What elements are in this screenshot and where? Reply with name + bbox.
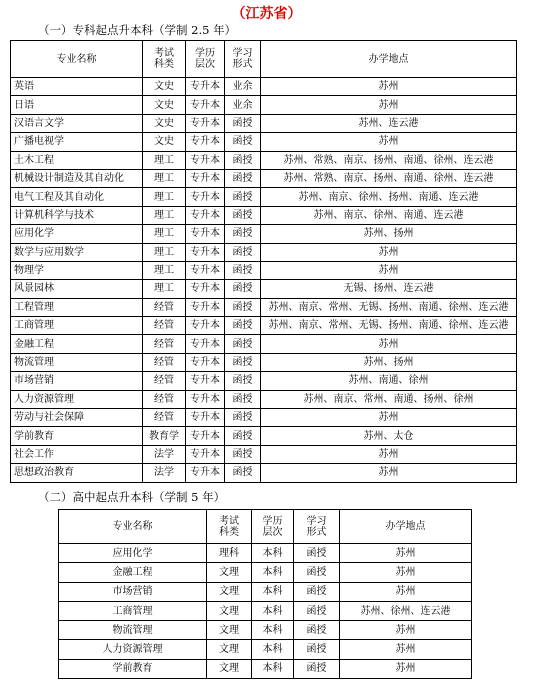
education-level-cell: 本科 (252, 544, 294, 563)
location-cell: 苏州、南通、徐州 (261, 372, 517, 390)
exam-category-cell: 文理 (207, 621, 252, 640)
exam-category-cell: 经管 (143, 390, 186, 408)
major-cell: 风景园林 (11, 280, 143, 298)
major-cell: 金融工程 (11, 335, 143, 353)
study-mode-cell: 函授 (225, 427, 261, 445)
exam-category-cell: 文史 (143, 78, 186, 96)
major-cell: 物理学 (11, 261, 143, 279)
study-mode-cell: 函授 (294, 659, 340, 678)
table-row (59, 582, 472, 601)
exam-category-cell: 文史 (143, 133, 186, 151)
major-cell: 学前教育 (11, 427, 143, 445)
location-cell: 苏州 (261, 133, 517, 151)
table-row (59, 640, 472, 659)
education-level-cell: 专升本 (186, 188, 225, 206)
table-row (11, 464, 517, 482)
table-row (59, 621, 472, 640)
header-education-level: 学历 层次 (252, 510, 294, 544)
exam-category-cell: 法学 (143, 464, 186, 482)
location-cell: 无锡、扬州、连云港 (261, 280, 517, 298)
location-cell: 苏州 (261, 243, 517, 261)
location-cell: 苏州、南京、常州、南通、扬州、徐州 (261, 390, 517, 408)
major-cell: 工商管理 (11, 317, 143, 335)
exam-category-cell: 法学 (143, 445, 186, 463)
study-mode-cell: 函授 (294, 621, 340, 640)
exam-category-cell: 理工 (143, 188, 186, 206)
education-level-cell: 专升本 (186, 335, 225, 353)
major-cell: 金融工程 (59, 563, 207, 582)
education-level-cell: 本科 (252, 659, 294, 678)
table-row (11, 151, 517, 169)
study-mode-cell: 函授 (225, 298, 261, 316)
location-cell: 苏州 (261, 445, 517, 463)
table-row (11, 317, 517, 335)
major-cell: 广播电视学 (11, 133, 143, 151)
header-study-mode: 学习 形式 (294, 510, 340, 544)
exam-category-cell: 文理 (207, 601, 252, 620)
education-level-cell: 专升本 (186, 169, 225, 187)
exam-category-cell: 经管 (143, 409, 186, 427)
table-row (11, 298, 517, 316)
table-row (11, 409, 517, 427)
header-location: 办学地点 (261, 41, 517, 78)
major-cell: 机械设计制造及其自动化 (11, 169, 143, 187)
section2-table (58, 509, 472, 679)
table-row (11, 114, 517, 132)
study-mode-cell: 业余 (225, 96, 261, 114)
exam-category-cell: 经管 (143, 353, 186, 371)
table-header-row (59, 510, 472, 544)
page-title: （江苏省） (231, 6, 302, 22)
education-level-cell: 本科 (252, 563, 294, 582)
header-exam-category: 考试 科类 (207, 510, 252, 544)
education-level-cell: 专升本 (186, 225, 225, 243)
table-row (11, 225, 517, 243)
exam-category-cell: 文理 (207, 582, 252, 601)
table-row (11, 188, 517, 206)
education-level-cell: 专升本 (186, 317, 225, 335)
study-mode-cell: 函授 (225, 317, 261, 335)
exam-category-cell: 文理 (207, 659, 252, 678)
major-cell: 应用化学 (11, 225, 143, 243)
location-cell: 苏州 (340, 640, 472, 659)
section1-heading: （一）专科起点升本科（学制 2.5 年） (38, 23, 237, 37)
study-mode-cell: 函授 (225, 390, 261, 408)
education-level-cell: 专升本 (186, 133, 225, 151)
study-mode-cell: 函授 (225, 409, 261, 427)
header-major: 专业名称 (11, 41, 143, 78)
study-mode-cell: 函授 (225, 133, 261, 151)
exam-category-cell: 文史 (143, 96, 186, 114)
study-mode-cell: 函授 (225, 225, 261, 243)
location-cell: 苏州 (261, 261, 517, 279)
study-mode-cell: 函授 (225, 114, 261, 132)
exam-category-cell: 教育学 (143, 427, 186, 445)
exam-category-cell: 理工 (143, 280, 186, 298)
exam-category-cell: 经管 (143, 298, 186, 316)
location-cell: 苏州、连云港 (261, 114, 517, 132)
education-level-cell: 专升本 (186, 280, 225, 298)
study-mode-cell: 函授 (225, 261, 261, 279)
exam-category-cell: 理工 (143, 225, 186, 243)
major-cell: 学前教育 (59, 659, 207, 678)
header-exam-category: 考试 科类 (143, 41, 186, 78)
major-cell: 电气工程及其自动化 (11, 188, 143, 206)
major-cell: 数学与应用数学 (11, 243, 143, 261)
location-cell: 苏州、扬州 (261, 353, 517, 371)
header-study-mode: 学习 形式 (225, 41, 261, 78)
education-level-cell: 专升本 (186, 78, 225, 96)
education-level-cell: 本科 (252, 621, 294, 640)
education-level-cell: 专升本 (186, 261, 225, 279)
table-row (11, 335, 517, 353)
study-mode-cell: 函授 (225, 243, 261, 261)
major-cell: 物流管理 (11, 353, 143, 371)
major-cell: 工程管理 (11, 298, 143, 316)
study-mode-cell: 函授 (225, 372, 261, 390)
study-mode-cell: 函授 (225, 445, 261, 463)
table-row (59, 659, 472, 678)
education-level-cell: 专升本 (186, 151, 225, 169)
exam-category-cell: 理工 (143, 261, 186, 279)
education-level-cell: 专升本 (186, 390, 225, 408)
study-mode-cell: 函授 (225, 464, 261, 482)
table-row (59, 544, 472, 563)
table-row (11, 243, 517, 261)
exam-category-cell: 理科 (207, 544, 252, 563)
table-row (11, 280, 517, 298)
location-cell: 苏州、南京、常州、无锡、扬州、南通、徐州、连云港 (261, 317, 517, 335)
location-cell: 苏州、太仓 (261, 427, 517, 445)
table-row (11, 372, 517, 390)
exam-category-cell: 理工 (143, 169, 186, 187)
location-cell: 苏州、徐州、连云港 (340, 601, 472, 620)
study-mode-cell: 函授 (225, 188, 261, 206)
education-level-cell: 本科 (252, 582, 294, 601)
header-location: 办学地点 (340, 510, 472, 544)
study-mode-cell: 函授 (294, 582, 340, 601)
study-mode-cell: 函授 (225, 335, 261, 353)
education-level-cell: 本科 (252, 640, 294, 659)
table-row (11, 133, 517, 151)
exam-category-cell: 文理 (207, 640, 252, 659)
education-level-cell: 专升本 (186, 243, 225, 261)
study-mode-cell: 函授 (225, 206, 261, 224)
exam-category-cell: 文理 (207, 563, 252, 582)
education-level-cell: 专升本 (186, 445, 225, 463)
major-cell: 英语 (11, 78, 143, 96)
education-level-cell: 专升本 (186, 96, 225, 114)
location-cell: 苏州 (261, 335, 517, 353)
study-mode-cell: 函授 (294, 563, 340, 582)
study-mode-cell: 函授 (294, 640, 340, 659)
education-level-cell: 专升本 (186, 206, 225, 224)
education-level-cell: 专升本 (186, 427, 225, 445)
section2-heading: （二）高中起点升本科（学制 5 年） (38, 490, 226, 504)
location-cell: 苏州 (340, 621, 472, 640)
location-cell: 苏州 (340, 582, 472, 601)
table-row (59, 563, 472, 582)
major-cell: 市场营销 (11, 372, 143, 390)
location-cell: 苏州、南京、徐州、南通、连云港 (261, 206, 517, 224)
study-mode-cell: 函授 (225, 353, 261, 371)
header-education-level: 学历 层次 (186, 41, 225, 78)
table-row (11, 445, 517, 463)
location-cell: 苏州、扬州 (261, 225, 517, 243)
table-row (11, 96, 517, 114)
location-cell: 苏州 (261, 96, 517, 114)
exam-category-cell: 经管 (143, 372, 186, 390)
major-cell: 工商管理 (59, 601, 207, 620)
exam-category-cell: 理工 (143, 243, 186, 261)
table-row (11, 206, 517, 224)
table-header-row (11, 41, 517, 78)
major-cell: 汉语言文学 (11, 114, 143, 132)
education-level-cell: 专升本 (186, 464, 225, 482)
major-cell: 日语 (11, 96, 143, 114)
education-level-cell: 本科 (252, 601, 294, 620)
location-cell: 苏州 (340, 563, 472, 582)
study-mode-cell: 函授 (294, 601, 340, 620)
section1-table (10, 40, 517, 483)
major-cell: 劳动与社会保障 (11, 409, 143, 427)
major-cell: 土木工程 (11, 151, 143, 169)
exam-category-cell: 理工 (143, 151, 186, 169)
study-mode-cell: 函授 (225, 280, 261, 298)
major-cell: 人力资源管理 (59, 640, 207, 659)
location-cell: 苏州 (261, 409, 517, 427)
exam-category-cell: 文史 (143, 114, 186, 132)
exam-category-cell: 经管 (143, 335, 186, 353)
table-row (59, 601, 472, 620)
major-cell: 人力资源管理 (11, 390, 143, 408)
study-mode-cell: 业余 (225, 78, 261, 96)
table-row (11, 427, 517, 445)
study-mode-cell: 函授 (225, 151, 261, 169)
major-cell: 计算机科学与技术 (11, 206, 143, 224)
education-level-cell: 专升本 (186, 353, 225, 371)
study-mode-cell: 函授 (294, 544, 340, 563)
major-cell: 市场营销 (59, 582, 207, 601)
location-cell: 苏州 (340, 659, 472, 678)
table-row (11, 390, 517, 408)
location-cell: 苏州 (261, 464, 517, 482)
header-major: 专业名称 (59, 510, 207, 544)
major-cell: 应用化学 (59, 544, 207, 563)
exam-category-cell: 理工 (143, 206, 186, 224)
major-cell: 思想政治教育 (11, 464, 143, 482)
table-row (11, 353, 517, 371)
location-cell: 苏州 (340, 544, 472, 563)
education-level-cell: 专升本 (186, 372, 225, 390)
education-level-cell: 专升本 (186, 298, 225, 316)
table-row (11, 169, 517, 187)
education-level-cell: 专升本 (186, 409, 225, 427)
location-cell: 苏州、常熟、南京、扬州、南通、徐州、连云港 (261, 169, 517, 187)
location-cell: 苏州、常熟、南京、扬州、南通、徐州、连云港 (261, 151, 517, 169)
major-cell: 物流管理 (59, 621, 207, 640)
table-row (11, 261, 517, 279)
exam-category-cell: 经管 (143, 317, 186, 335)
education-level-cell: 专升本 (186, 114, 225, 132)
study-mode-cell: 函授 (225, 169, 261, 187)
location-cell: 苏州、南京、常州、无锡、扬州、南通、徐州、连云港 (261, 298, 517, 316)
major-cell: 社会工作 (11, 445, 143, 463)
location-cell: 苏州、南京、徐州、扬州、南通、连云港 (261, 188, 517, 206)
location-cell: 苏州 (261, 78, 517, 96)
table-row (11, 78, 517, 96)
